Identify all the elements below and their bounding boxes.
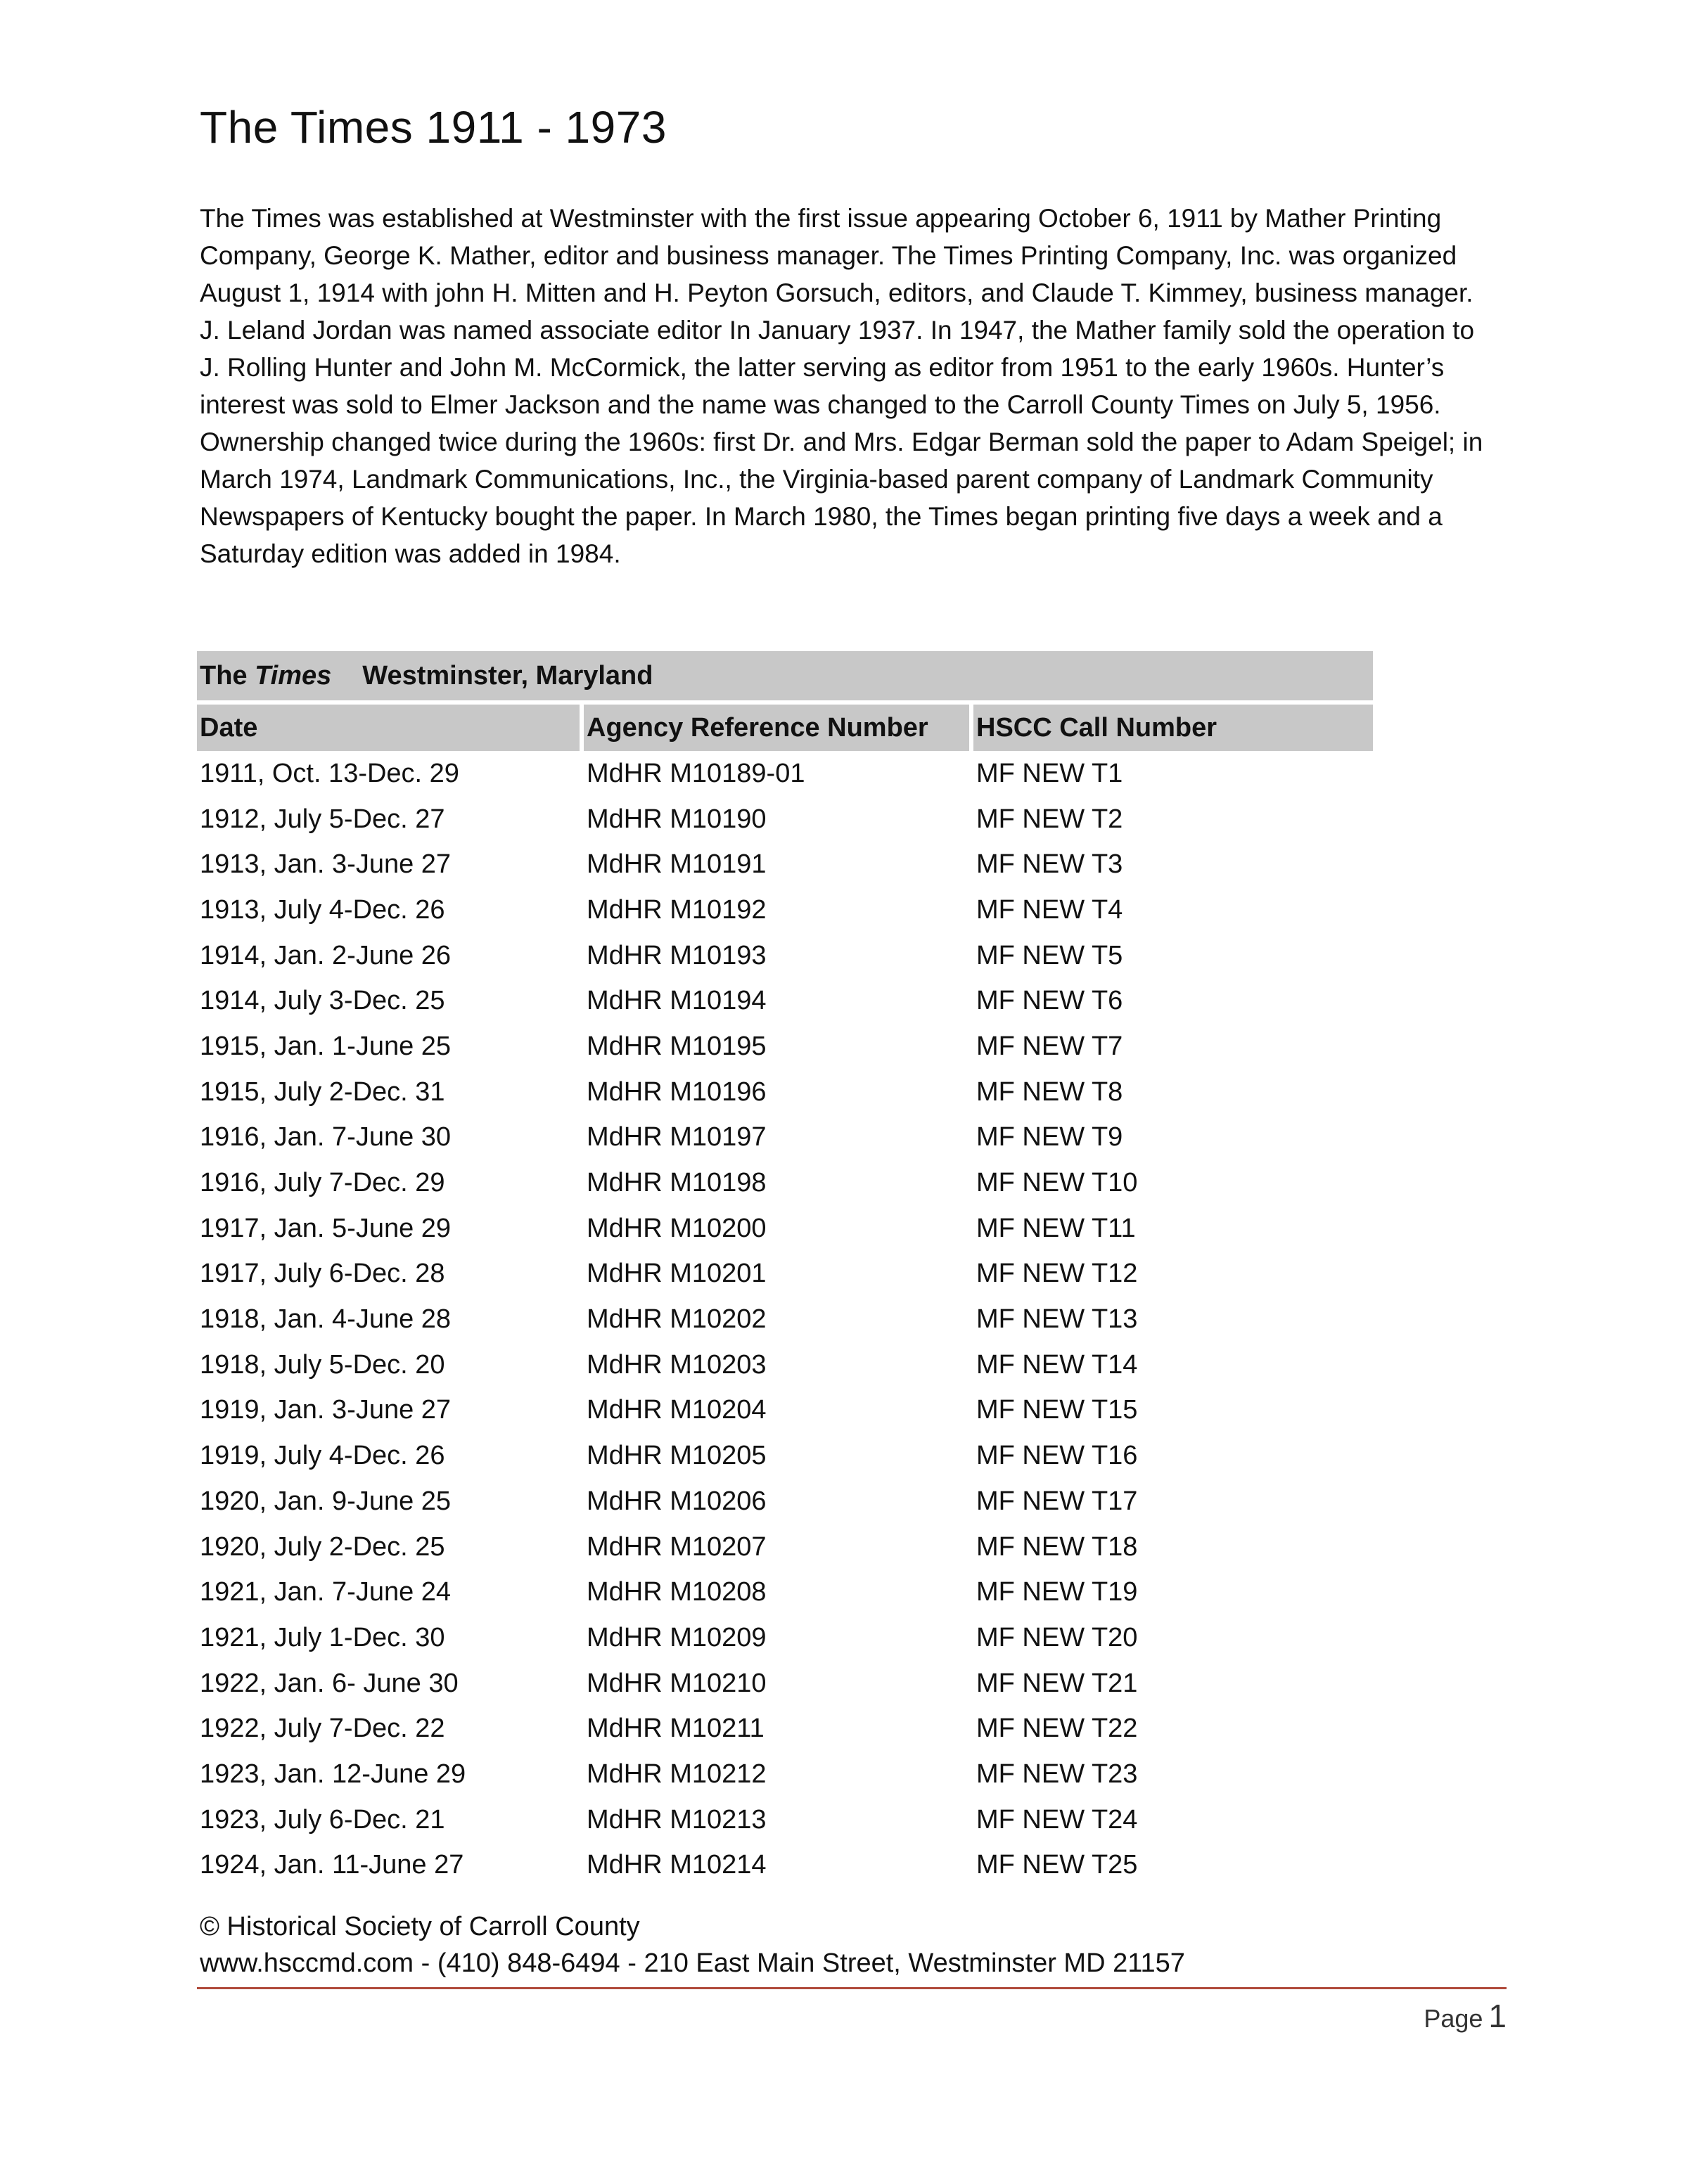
cell-call-number: MF NEW T4 <box>976 894 1123 925</box>
cell-date: 1920, Jan. 9-June 25 <box>200 1486 452 1516</box>
table-caption <box>197 651 1373 705</box>
cell-date: 1914, July 3-Dec. 25 <box>200 986 445 1016</box>
cell-call-number: MF NEW T11 <box>976 1213 1136 1243</box>
cell-date: 1915, Jan. 1-June 25 <box>200 1031 452 1061</box>
page-title: The Times 1911 - 1973 <box>200 102 667 153</box>
cell-agency-ref: MdHR M10205 <box>587 1441 767 1471</box>
cell-date: 1917, July 6-Dec. 28 <box>200 1259 445 1289</box>
cell-date: 1916, July 7-Dec. 29 <box>200 1168 445 1198</box>
cell-agency-ref: MdHR M10214 <box>587 1850 767 1880</box>
cell-agency-ref: MdHR M10192 <box>587 894 767 925</box>
table-row <box>197 1297 1373 1342</box>
cell-call-number: MF NEW T6 <box>976 986 1123 1016</box>
cell-call-number: MF NEW T17 <box>976 1486 1138 1516</box>
table-body <box>197 751 1373 1888</box>
column-header-date: Date <box>197 705 584 751</box>
cell-agency-ref: MdHR M10204 <box>587 1395 767 1425</box>
cell-call-number: MF NEW T18 <box>976 1531 1138 1562</box>
cell-date: 1918, Jan. 4-June 28 <box>200 1304 452 1335</box>
table-row <box>197 978 1373 1024</box>
cell-date: 1911, Oct. 13-Dec. 29 <box>200 758 459 788</box>
cell-date: 1913, Jan. 3-June 27 <box>200 849 452 880</box>
page-label: Page <box>1424 2004 1483 2033</box>
cell-call-number: MF NEW T7 <box>976 1031 1123 1061</box>
publication-place: Westminster, Maryland <box>362 660 653 690</box>
cell-call-number: MF NEW T25 <box>976 1850 1138 1880</box>
table-row <box>197 797 1373 842</box>
table-row <box>197 887 1373 933</box>
cell-call-number: MF NEW T15 <box>976 1395 1138 1425</box>
cell-call-number: MF NEW T2 <box>976 804 1123 834</box>
cell-date: 1924, Jan. 11-June 27 <box>200 1850 464 1880</box>
cell-agency-ref: MdHR M10200 <box>587 1213 767 1243</box>
cell-agency-ref: MdHR M10211 <box>587 1714 765 1744</box>
cell-agency-ref: MdHR M10189-01 <box>587 758 805 788</box>
cell-date: 1922, July 7-Dec. 22 <box>200 1714 445 1744</box>
cell-call-number: MF NEW T22 <box>976 1714 1138 1744</box>
cell-agency-ref: MdHR M10212 <box>587 1759 767 1789</box>
cell-call-number: MF NEW T13 <box>976 1304 1138 1335</box>
cell-date: 1914, Jan. 2-June 26 <box>200 940 452 970</box>
cell-agency-ref: MdHR M10202 <box>587 1304 767 1335</box>
cell-call-number: MF NEW T3 <box>976 849 1123 880</box>
table-row <box>197 1206 1373 1252</box>
cell-agency-ref: MdHR M10208 <box>587 1577 767 1607</box>
table-row <box>197 1615 1373 1661</box>
cell-call-number: MF NEW T8 <box>976 1077 1123 1107</box>
cell-date: 1915, July 2-Dec. 31 <box>200 1077 445 1107</box>
cell-agency-ref: MdHR M10201 <box>587 1259 767 1289</box>
table-row <box>197 1252 1373 1297</box>
cell-agency-ref: MdHR M10195 <box>587 1031 767 1061</box>
cell-date: 1918, July 5-Dec. 20 <box>200 1349 445 1380</box>
publication-name: The Times <box>200 660 332 690</box>
cell-call-number: MF NEW T5 <box>976 940 1123 970</box>
cell-agency-ref: MdHR M10190 <box>587 804 767 834</box>
cell-agency-ref: MdHR M10210 <box>587 1668 767 1698</box>
cell-call-number: MF NEW T12 <box>976 1259 1138 1289</box>
footer-copyright: © Historical Society of Carroll County <box>200 1912 640 1941</box>
table-row <box>197 1115 1373 1161</box>
cell-agency-ref: MdHR M10196 <box>587 1077 767 1107</box>
cell-agency-ref: MdHR M10193 <box>587 940 767 970</box>
table-row <box>197 842 1373 887</box>
footer-contact: www.hsccmd.com - (410) 848-6494 - 210 East Main Street, Westminster MD 21157 <box>200 1948 1185 1978</box>
table-row <box>197 1752 1373 1797</box>
table-row <box>197 933 1373 979</box>
cell-date: 1919, July 4-Dec. 26 <box>200 1441 445 1471</box>
cell-agency-ref: MdHR M10206 <box>587 1486 767 1516</box>
table-header-row <box>197 705 1373 751</box>
cell-agency-ref: MdHR M10191 <box>587 849 767 880</box>
column-header-agency-ref: Agency Reference Number <box>584 705 973 751</box>
cell-date: 1912, July 5-Dec. 27 <box>200 804 445 834</box>
table-row <box>197 1661 1373 1707</box>
table-row <box>197 1797 1373 1843</box>
cell-date: 1919, Jan. 3-June 27 <box>200 1395 452 1425</box>
table-row <box>197 1160 1373 1206</box>
cell-call-number: MF NEW T20 <box>976 1622 1138 1652</box>
cell-agency-ref: MdHR M10203 <box>587 1349 767 1380</box>
cell-call-number: MF NEW T16 <box>976 1441 1138 1471</box>
cell-agency-ref: MdHR M10213 <box>587 1804 767 1835</box>
cell-agency-ref: MdHR M10197 <box>587 1122 767 1152</box>
cell-call-number: MF NEW T10 <box>976 1168 1138 1198</box>
cell-date: 1922, Jan. 6- June 30 <box>200 1668 459 1698</box>
cell-call-number: MF NEW T14 <box>976 1349 1138 1380</box>
cell-call-number: MF NEW T19 <box>976 1577 1138 1607</box>
footer-divider <box>197 1987 1507 1989</box>
table-row <box>197 1069 1373 1115</box>
cell-call-number: MF NEW T1 <box>976 758 1123 788</box>
page-number-value: 1 <box>1488 1998 1507 2034</box>
cell-date: 1917, Jan. 5-June 29 <box>200 1213 452 1243</box>
cell-date: 1913, July 4-Dec. 26 <box>200 894 445 925</box>
column-header-call-number: HSCC Call Number <box>973 705 1373 751</box>
cell-call-number: MF NEW T9 <box>976 1122 1123 1152</box>
cell-date: 1921, Jan. 7-June 24 <box>200 1577 452 1607</box>
table-caption-row <box>197 651 1373 705</box>
cell-agency-ref: MdHR M10198 <box>587 1168 767 1198</box>
cell-date: 1920, July 2-Dec. 25 <box>200 1531 445 1562</box>
cell-date: 1923, Jan. 12-June 29 <box>200 1759 466 1789</box>
page-number <box>1424 1991 1507 2043</box>
table-row <box>197 751 1373 797</box>
table-row <box>197 1706 1373 1752</box>
cell-call-number: MF NEW T21 <box>976 1668 1138 1698</box>
intro-paragraph: The Times was established at Westminster with the first issue appearing October 6, 1911 by Mather Printing Company, George K. Mather, editor and business manager. The Times Printing Company, Inc. was organized August 1, 1914 with john H. Mitten and H. Peyton Gorsuch, editors, and Claude T. Kimmey, business manager. J. Leland Jordan was named associate editor In January 1937. In 1947, the Mather family sold the operation to J. Rolling Hunter and John M. McCormick, the latter serving as editor from 1951 to the early 1960s. Hunter’s interest was sold to Elmer Jackson and the name was changed to the Carroll County Times on July 5, 1956. Ownership changed twice during the 1960s: first Dr. and Mrs. Edgar Berman sold the paper to Adam Speigel; in March 1974, Landmark Communications, Inc., the Virginia-based parent company of Landmark Community Newspapers of Kentucky bought the paper. In March 1980, the Times began printing five days a week and a Saturday edition was added in 1984. <box>200 204 1483 568</box>
cell-date: 1916, Jan. 7-June 30 <box>200 1122 452 1152</box>
holdings-table <box>197 651 1373 1888</box>
table-row <box>197 1569 1373 1615</box>
cell-agency-ref: MdHR M10194 <box>587 986 767 1016</box>
cell-call-number: MF NEW T23 <box>976 1759 1138 1789</box>
table-row <box>197 1524 1373 1570</box>
table-row <box>197 1479 1373 1524</box>
cell-call-number: MF NEW T24 <box>976 1804 1138 1835</box>
cell-date: 1923, July 6-Dec. 21 <box>200 1804 445 1835</box>
table-row <box>197 1388 1373 1434</box>
cell-agency-ref: MdHR M10207 <box>587 1531 767 1562</box>
table-row <box>197 1433 1373 1479</box>
table-row <box>197 1843 1373 1889</box>
cell-date: 1921, July 1-Dec. 30 <box>200 1622 445 1652</box>
cell-agency-ref: MdHR M10209 <box>587 1622 767 1652</box>
table-row <box>197 1024 1373 1069</box>
table-row <box>197 1342 1373 1388</box>
